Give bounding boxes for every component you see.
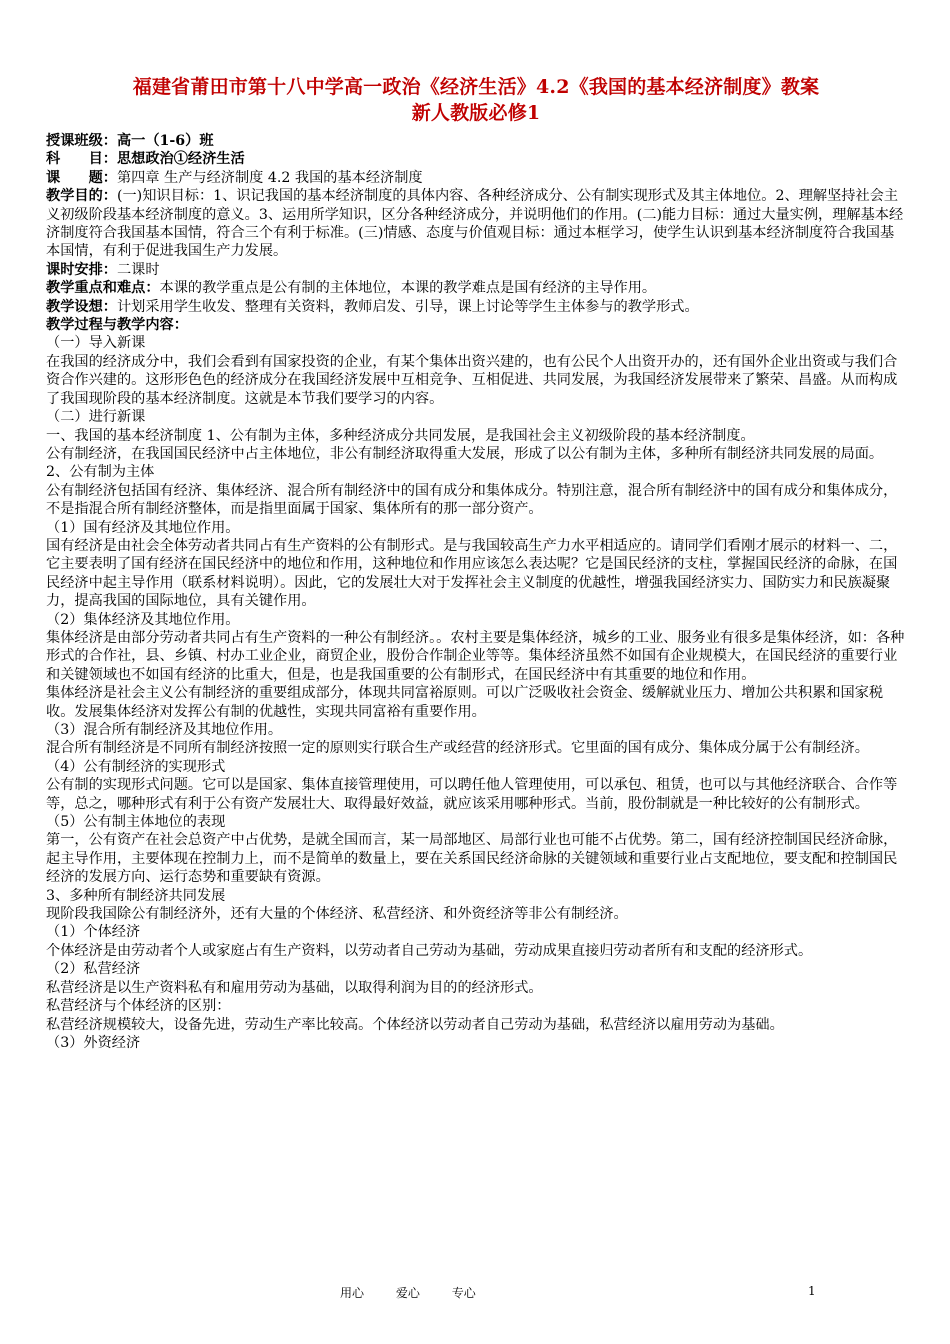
footer-word-2: 爱心 <box>395 1286 420 1300</box>
class-value: 高一（1-6）班 <box>116 133 214 149</box>
focus-value: 本课的教学重点是公有制的主体地位，本课的教学难点是国有经济的主导作用。 <box>159 280 657 297</box>
footer-motto <box>340 1284 504 1301</box>
content-paragraph: 私营经济与个体经济的区别： <box>46 998 231 1015</box>
content-paragraph: （2）集体经济及其地位作用。 <box>46 611 240 628</box>
content-paragraph: 现阶段我国除公有制经济外，还有大量的个体经济、私营经济、和外资经济等非公有制经济。 <box>46 906 628 923</box>
content-paragraph: 第一，公有资产在社会总资产中占优势，是就全国而言，某一局部地区、局部行业也可能不占优势。第二，国有经济控制国民经济命脉，起主导作用，主要体现在控制力上，而不是简单的数量上，要在关系国民经济命脉的关键领域和重要行业占支配地位，要支配和控制国民经济的发展方向、运行态势和重要缺有资源。 <box>46 832 898 886</box>
content-paragraph: 2、公有制为主体 <box>46 464 155 481</box>
meta-process: 教学过程与教学内容： <box>46 317 188 334</box>
goal-value: (一)知识目标：1、识记我国的基本经济制度的具体内容、各种经济成分、公有制实现形式及其主体地位。2、理解坚持社会主义初级阶段基本经济制度的意义。3、运用所学知识，区分各种经济成分，并说明他们的作用。(二)能力目标：通过大量实例，理解基本经济制度符合我国基本国情，符合三个有利于标准。(三)情感、态度与价值观目标：通过本框学习，使学生认识到基本经济制度符合我国基本国情，有利于促进我国生产力发展。 <box>46 188 904 260</box>
content-paragraph: 集体经济是社会主义公有制经济的重要组成部分，体现共同富裕原则。可以广泛吸收社会资金、缓解就业压力、增加公共积累和国家税收。发展集体经济对发挥公有制的优越性，实现共同富裕有重要作用。 <box>46 685 884 720</box>
subject-value: 思想政治①经济生活 <box>116 151 245 168</box>
hours-value: 二课时 <box>116 261 160 278</box>
content-paragraph: （1）个体经济 <box>46 924 141 941</box>
content-paragraph: （二）进行新课 <box>46 409 146 426</box>
idea-value: 计划采用学生收发、整理有关资料，教师启发、引导，课上讨论等学生主体参与的教学形式。 <box>116 298 699 315</box>
content-paragraph: 一、我国的基本经济制度 1、公有制为主体，多种经济成分共同发展，是我国社会主义初级阶段的基本经济制度。 <box>46 427 755 444</box>
content-paragraph: （3）外资经济 <box>46 1034 141 1051</box>
footer-word-1: 用心 <box>340 1286 365 1300</box>
footer-word-3: 专心 <box>451 1286 476 1300</box>
topic-label: 课 题： <box>46 169 117 186</box>
content-paragraph: （2）私营经济 <box>46 961 141 978</box>
class-label: 授课班级： <box>46 133 117 149</box>
content-paragraph: 在我国的经济成分中，我们会看到有国家投资的企业，有某个集体出资兴建的，也有公民个人出资开办的，还有国外企业出资或与我们合资合作兴建的。这形形色色的经济成分在我国经济发展中互相竞争、互相促进、共同发展，为我国经济发展带来了繁荣、昌盛。从而构成了我国现阶段的基本经济制度。这就是本节我们要学习的内容。 <box>46 353 898 407</box>
content-paragraph: 3、多种所有制经济共同发展 <box>46 887 226 904</box>
meta-hours <box>46 261 906 279</box>
idea-label: 教学设想： <box>46 298 117 315</box>
content-paragraph: （一）导入新课 <box>46 335 146 352</box>
content-paragraph: （1）国有经济及其地位作用。 <box>46 519 240 536</box>
content-paragraph: 公有制经济包括国有经济、集体经济、混合所有制经济中的国有成分和集体成分。特别注意，混合所有制经济中的国有成分和集体成分，不是指混合所有制经济整体，而是指里面属于国家、集体所有的那一部分资产。 <box>46 482 898 518</box>
content-paragraph: 私营经济是以生产资料私有和雇用劳动为基础，以取得利润为目的的经济形式。 <box>46 979 543 996</box>
meta-idea <box>46 298 906 316</box>
content-paragraph: 公有制经济，在我国国民经济中占主体地位，非公有制经济取得重大发展，形成了以公有制为主体，多种所有制经济共同发展的局面。 <box>46 445 884 462</box>
topic-value: 第四章 生产与经济制度 4.2 我国的基本经济制度 <box>116 169 423 186</box>
content-paragraph: （4）公有制经济的实现形式 <box>46 758 226 775</box>
meta-subject <box>46 150 906 168</box>
meta-goal <box>46 187 906 261</box>
document-title <box>46 74 906 126</box>
content-paragraph: 私营经济规模较大，设备先进，劳动生产率比较高。个体经济以劳动者自己劳动为基础，私营经济以雇用劳动为基础。 <box>46 1016 784 1033</box>
content-paragraph: （3）混合所有制经济及其地位作用。 <box>46 722 283 738</box>
content-paragraph: 个体经济是由劳动者个人或家庭占有生产资料，以劳动者自己劳动为基础，劳动成果直接归劳动者所有和支配的经济形式。 <box>46 942 813 959</box>
meta-class <box>46 132 906 150</box>
title-line-2: 新人教版必修1 <box>411 102 541 124</box>
goal-label: 教学目的： <box>46 188 117 205</box>
meta-topic <box>46 169 906 187</box>
subject-label: 科 目： <box>46 151 117 168</box>
document-page <box>46 74 906 1052</box>
hours-label: 课时安排： <box>46 261 117 278</box>
content-paragraph: （5）公有制主体地位的表现 <box>46 814 226 831</box>
content-paragraph: 国有经济是由社会全体劳动者共同占有生产资料的公有制形式。是与我国较高生产力水平相适应的。请同学们看刚才展示的材料一、二，它主要表明了国有经济在国民经济中的地位和作用，这种地位和作用应该怎么表达呢？它是国民经济的支柱，掌握国民经济的命脉，在国民经济中起主导作用（联系材料说明）。因此，它的发展壮大对于发挥社会主义制度的优越性，增强我国经济实力、国防实力和民族凝聚力，提高我国的国际地位，具有关键作用。 <box>46 537 898 610</box>
page-number: 1 <box>808 1284 816 1298</box>
document-body <box>46 132 906 1052</box>
content-paragraph: 混合所有制经济是不同所有制经济按照一定的原则实行联合生产或经营的经济形式。它里面的国有成分、集体成分属于公有制经济。 <box>46 740 869 757</box>
content-paragraph: 公有制的实现形式问题。它可以是国家、集体直接管理使用，可以聘任他人管理使用，可以承包、租赁，也可以与其他经济联合、合作等等，总之，哪种形式有利于公有资产发展壮大、取得最好效益，就应该采用哪种形式。当前，股份制就是一种比较好的公有制形式。 <box>46 777 898 812</box>
content-paragraph: 集体经济是由部分劳动者共同占有生产资料的一种公有制经济。。农村主要是集体经济，城乡的工业、服务业有很多是集体经济，如：各种形式的合作社，县、乡镇、村办工业企业，商贸企业，股份合作制企业等等。集体经济虽然不如国有企业规模大，在国民经济的重要行业和关键领域也不如国有经济的比重大，但是，也是我国重要的公有制形式，在国民经济中有其重要的地位和作用。 <box>46 629 905 683</box>
title-line-1: 福建省莆田市第十八中学高一政治《经济生活》4.2《我国的基本经济制度》教案 <box>132 76 820 98</box>
meta-focus <box>46 279 906 297</box>
focus-label: 教学重点和难点： <box>46 280 160 297</box>
content-section <box>46 334 906 1052</box>
